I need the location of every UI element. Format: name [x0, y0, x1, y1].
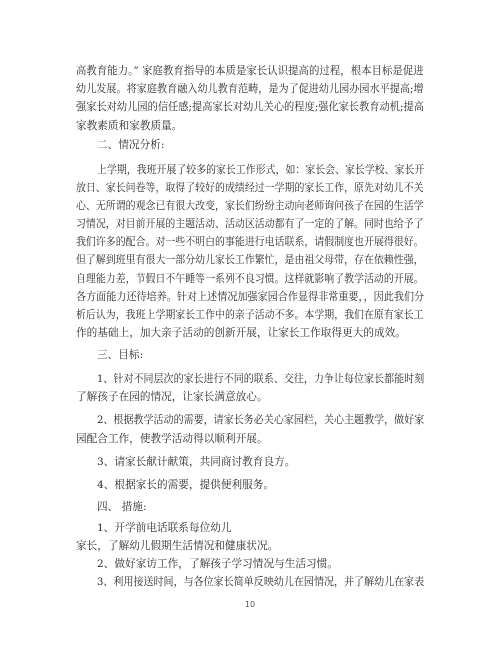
text-line: 习情况，对目前开展的主题活动、活动区活动都有了一定的了解。同时也给予了 [76, 218, 424, 230]
text-line: 3、利用接送时间，与各位家长简单反映幼儿在园情况，并了解幼儿在家表 [97, 576, 425, 588]
text-line: 心、无所谓的观念已有很大改变，家长们纷纷主动向老师询问孩子在园的生活学 [76, 199, 424, 212]
text-line: 自理能力差，节假日不午睡等一系列不良习惯。这样就影响了教学活动的开展。 [76, 272, 424, 285]
section-heading: 二、情况分析: [97, 139, 165, 152]
text-line: 家长，了解幼儿假期生活情况和健康状况。 [76, 539, 279, 552]
text-line: 3、请家长献计献策，共同商讨教育良方。 [97, 455, 296, 468]
text-line: 我们许多的配合。对一些不明白的事能进行电话联系，请假制度也开展得很好。 [76, 236, 424, 249]
text-line: 了解孩子在园的情况，让家长满意放心。 [76, 391, 268, 403]
text-line: 强家长对幼儿园的信任感;提高家长对幼儿关心的程度;强化家长教育动机;提高 [76, 101, 424, 114]
text-line: 上学期，我班开展了较多的家长工作形式，如：家长会、家长学校、家长开 [97, 163, 425, 176]
text-line: 各方面能力还待培养。针对上述情况加强家园合作显得非常重要，，因此我们分 [76, 290, 425, 303]
text-line: 幼儿发展。将家庭教育融入幼儿教育范畴，是为了促进幼儿园办园水平提高;增 [76, 83, 424, 96]
text-line: 家教素质和家教质量。 [76, 119, 183, 132]
text-line: 4、根据家长的需要，提供便利服务。 [97, 479, 275, 492]
text-line: 析后认为，我班上学期家长工作中的亲子活动不多。本学期，我们在原有家长工 [76, 308, 424, 321]
text-line: 1、针对不同层次的家长进行不同的联系、交往，力争让每位家长都能时刻 [97, 372, 425, 385]
text-line: 高教育能力。” 家庭教育指导的本质是家长认识提高的过程，根本目标是促进 [76, 65, 424, 77]
text-line: 园配合工作，使教学活动得以顺利开展。 [76, 432, 268, 445]
text-line: 2、做好家访工作，了解孩子学习情况与生活习惯。 [97, 557, 338, 570]
text-line: 但了解到班里有很大一部分幼儿家长工作繁忙，是由祖父母带，存在依赖性强， [76, 254, 424, 267]
text-line: 作的基础上，加大亲子活动的创新开展，让家长工作取得更大的成效。 [76, 327, 406, 339]
text-line: 1、开学前电话联系每位幼儿 [97, 521, 232, 534]
page-number: 10 [244, 600, 256, 609]
text-line: 放日、家长问卷等，取得了较好的成绩经过一学期的家长工作，原先对幼儿不关 [76, 181, 424, 194]
section-heading: 四、 措施: [97, 500, 147, 513]
section-heading: 三、目标: [97, 348, 144, 361]
text-line: 2、根据教学活动的需要，请家长务必关心家园栏，关心主题教学，做好家 [97, 414, 425, 427]
